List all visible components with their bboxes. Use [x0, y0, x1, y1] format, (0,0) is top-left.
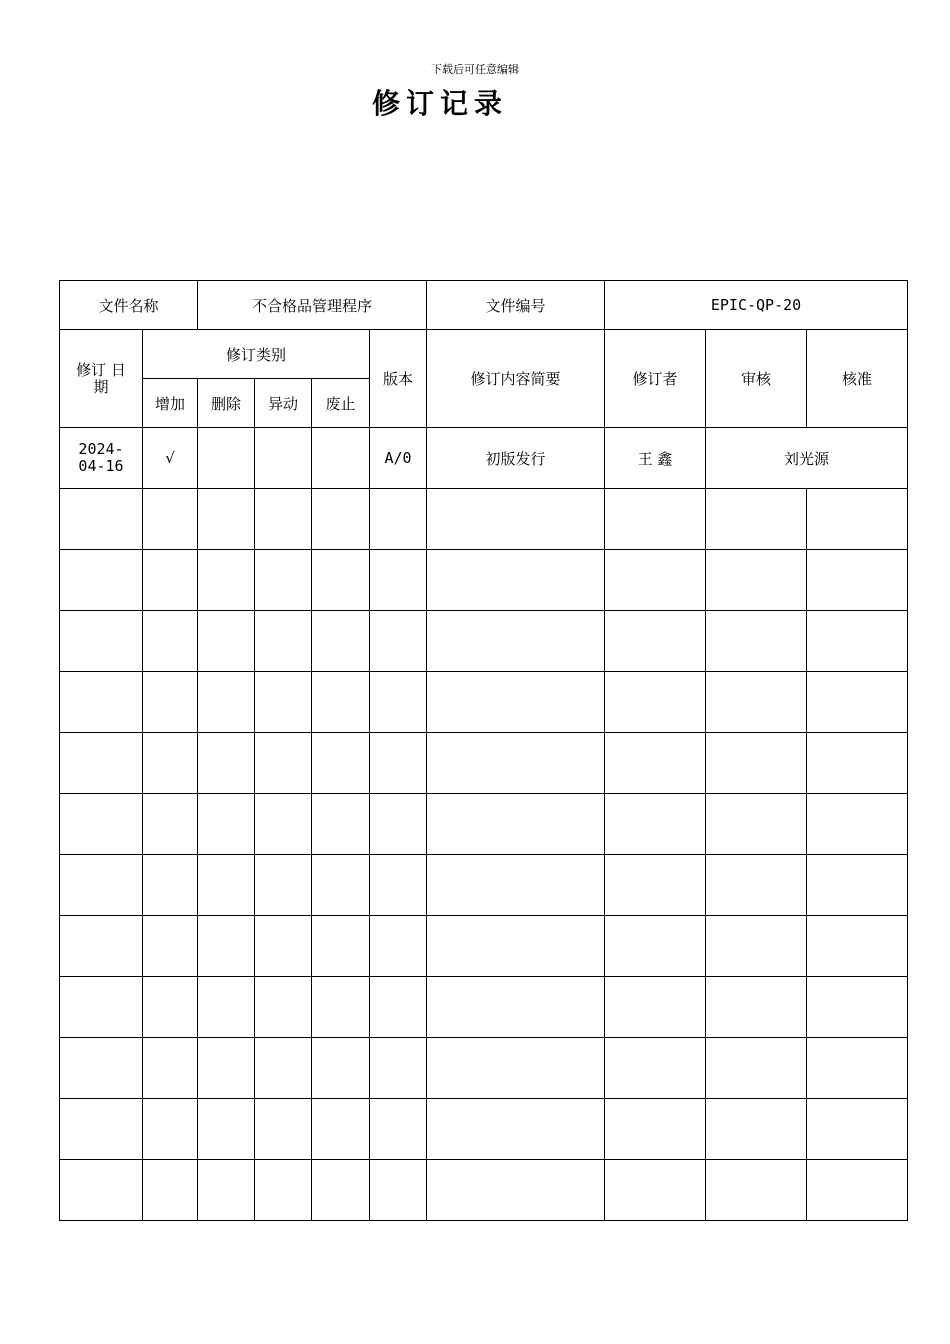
reviser-cell: 王 鑫 [605, 428, 706, 489]
table-cell [255, 550, 312, 611]
table-cell [807, 550, 908, 611]
table-cell [255, 855, 312, 916]
file-name-label: 文件名称 [60, 281, 198, 330]
table-cell [312, 1038, 370, 1099]
table-row [60, 550, 908, 611]
table-cell [198, 1038, 255, 1099]
table-cell [807, 1038, 908, 1099]
table-cell [143, 794, 198, 855]
table-row [60, 1099, 908, 1160]
table-cell [807, 611, 908, 672]
table-cell [706, 794, 807, 855]
table-cell [255, 916, 312, 977]
table-cell [143, 489, 198, 550]
revision-date-header [60, 330, 143, 428]
table-cell [60, 672, 143, 733]
change-mark-cell [255, 428, 312, 489]
table-cell [60, 1099, 143, 1160]
reviewer-header: 审核 [706, 330, 807, 428]
table-row [60, 1160, 908, 1221]
table-cell [370, 1099, 427, 1160]
table-cell [807, 977, 908, 1038]
table-cell [143, 1038, 198, 1099]
table-cell [255, 1038, 312, 1099]
table-cell [427, 916, 605, 977]
table-cell [807, 672, 908, 733]
table-cell [605, 1038, 706, 1099]
table-cell [427, 855, 605, 916]
table-cell [807, 1099, 908, 1160]
table-cell [427, 550, 605, 611]
table-cell [255, 1099, 312, 1160]
table-cell [706, 916, 807, 977]
table-cell [370, 611, 427, 672]
table-cell [370, 794, 427, 855]
table-cell [807, 855, 908, 916]
file-name-value: 不合格品管理程序 [198, 281, 427, 330]
table-row [60, 672, 908, 733]
table-cell [143, 611, 198, 672]
table-cell [198, 611, 255, 672]
revision-date-line2: 04-16 [78, 457, 124, 475]
table-cell [312, 611, 370, 672]
table-cell [807, 916, 908, 977]
table-cell [312, 916, 370, 977]
table-cell [605, 1099, 706, 1160]
reviser-header: 修订者 [605, 330, 706, 428]
table-cell [255, 733, 312, 794]
approver-header: 核准 [807, 330, 908, 428]
table-cell [427, 611, 605, 672]
table-cell [605, 489, 706, 550]
revision-date-header-line2: 期 [93, 377, 109, 396]
table-cell [198, 672, 255, 733]
table-cell [370, 550, 427, 611]
table-cell [312, 550, 370, 611]
table-cell [605, 916, 706, 977]
table-cell [143, 855, 198, 916]
add-mark-cell: √ [143, 428, 198, 489]
table-cell [198, 733, 255, 794]
table-cell [427, 794, 605, 855]
table-cell [60, 733, 143, 794]
header-note: 下载后可任意编辑 [431, 63, 519, 76]
table-cell [60, 1160, 143, 1221]
table-cell [605, 794, 706, 855]
table-cell [370, 733, 427, 794]
revision-category-header: 修订类别 [143, 330, 370, 379]
column-header-row [60, 330, 908, 379]
abolish-mark-cell [312, 428, 370, 489]
revision-record-table [59, 280, 908, 1221]
table-cell [427, 489, 605, 550]
table-cell [370, 1160, 427, 1221]
version-header: 版本 [370, 330, 427, 428]
table-cell [706, 611, 807, 672]
table-cell [312, 1099, 370, 1160]
table-cell [807, 489, 908, 550]
table-cell [60, 794, 143, 855]
table-cell [60, 916, 143, 977]
table-cell [60, 1038, 143, 1099]
table-cell [370, 916, 427, 977]
table-cell [706, 1160, 807, 1221]
table-cell [143, 550, 198, 611]
table-cell [427, 1038, 605, 1099]
table-row [60, 977, 908, 1038]
table-cell [255, 977, 312, 1038]
table-row [60, 1038, 908, 1099]
table-cell [706, 1038, 807, 1099]
table-cell [198, 977, 255, 1038]
table-row [60, 611, 908, 672]
table-cell [312, 733, 370, 794]
table-row [60, 428, 908, 489]
table-cell [143, 672, 198, 733]
reviewer-approver-cell: 刘光源 [706, 428, 908, 489]
summary-cell: 初版发行 [427, 428, 605, 489]
table-cell [370, 977, 427, 1038]
table-cell [312, 977, 370, 1038]
table-cell [312, 672, 370, 733]
table-cell [427, 733, 605, 794]
table-cell [370, 672, 427, 733]
file-info-row [60, 281, 908, 330]
table-cell [605, 611, 706, 672]
table-row [60, 733, 908, 794]
table-cell [605, 550, 706, 611]
revision-date-header-line1: 修订 日 [76, 360, 126, 379]
table-cell [312, 489, 370, 550]
table-cell [706, 733, 807, 794]
table-cell [605, 1160, 706, 1221]
file-no-label: 文件编号 [427, 281, 605, 330]
table-cell [427, 1099, 605, 1160]
category-delete-header: 删除 [198, 379, 255, 428]
table-cell [706, 977, 807, 1038]
table-cell [60, 489, 143, 550]
delete-mark-cell [198, 428, 255, 489]
file-no-value: EPIC-QP-20 [605, 281, 908, 330]
table-cell [198, 855, 255, 916]
table-cell [198, 794, 255, 855]
table-cell [807, 1160, 908, 1221]
table-cell [370, 855, 427, 916]
table-cell [143, 977, 198, 1038]
table-cell [312, 1160, 370, 1221]
table-row [60, 794, 908, 855]
table-cell [312, 794, 370, 855]
table-cell [60, 977, 143, 1038]
table-cell [255, 672, 312, 733]
revision-date-cell [60, 428, 143, 489]
table-row [60, 489, 908, 550]
table-cell [255, 489, 312, 550]
document-title: 修订记录 [371, 87, 508, 120]
table-cell [706, 550, 807, 611]
table-cell [143, 733, 198, 794]
table-cell [807, 794, 908, 855]
table-cell [60, 611, 143, 672]
table-cell [143, 916, 198, 977]
table-cell [605, 733, 706, 794]
table-cell [198, 1160, 255, 1221]
table-cell [427, 1160, 605, 1221]
table-row [60, 855, 908, 916]
table-cell [427, 672, 605, 733]
table-cell [605, 977, 706, 1038]
table-cell [706, 672, 807, 733]
table-cell [370, 1038, 427, 1099]
table-cell [605, 855, 706, 916]
table-cell [60, 550, 143, 611]
table-cell [706, 489, 807, 550]
table-cell [143, 1160, 198, 1221]
table-cell [198, 916, 255, 977]
table-cell [605, 672, 706, 733]
table-cell [60, 855, 143, 916]
table-cell [198, 489, 255, 550]
table-cell [370, 489, 427, 550]
table-row [60, 916, 908, 977]
table-cell [427, 977, 605, 1038]
summary-header: 修订内容简要 [427, 330, 605, 428]
table-cell [706, 855, 807, 916]
table-cell [255, 794, 312, 855]
category-change-header: 异动 [255, 379, 312, 428]
table-cell [255, 611, 312, 672]
table-cell [706, 1099, 807, 1160]
table-cell [807, 733, 908, 794]
revision-date-line1: 2024- [78, 440, 124, 458]
version-cell: A/0 [370, 428, 427, 489]
table-cell [198, 550, 255, 611]
category-add-header: 增加 [143, 379, 198, 428]
category-abolish-header: 废止 [312, 379, 370, 428]
table-cell [312, 855, 370, 916]
table-cell [143, 1099, 198, 1160]
table-cell [198, 1099, 255, 1160]
table-cell [255, 1160, 312, 1221]
